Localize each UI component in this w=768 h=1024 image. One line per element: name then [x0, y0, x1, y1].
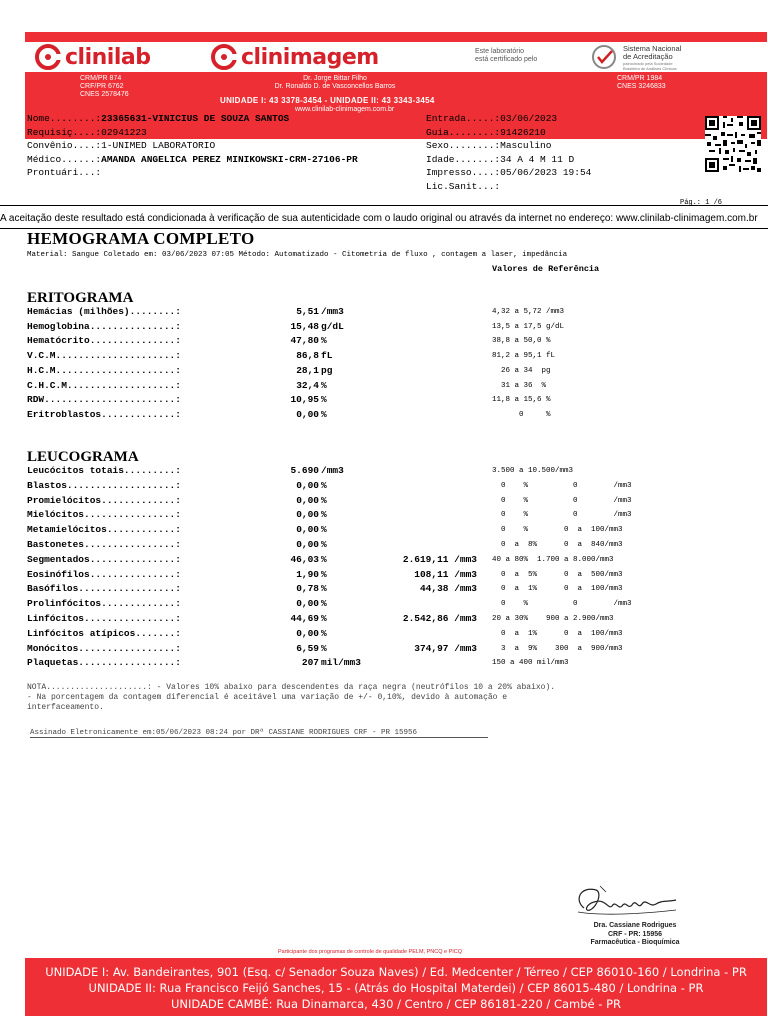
result-value: 0,00 [296, 524, 319, 536]
cert-text [475, 48, 537, 64]
result-reference: 0 % 0 /mm3 [492, 496, 632, 505]
result-reference: 4,32 a 5,72 /mm3 [492, 308, 565, 316]
result-row [27, 380, 727, 394]
eritograma-title: ERITOGRAMA [27, 290, 134, 306]
result-value: 47,80 [290, 335, 319, 347]
clinimagem-logo-icon [211, 44, 237, 70]
result-label: Metamielócitos............: [27, 524, 181, 536]
result-value: 1,90 [296, 568, 319, 580]
result-row [27, 554, 727, 568]
result-value: 6,59 [296, 642, 319, 654]
result-row [27, 643, 727, 657]
result-value: 28,1 [296, 364, 319, 376]
result-reference: 0 % [492, 410, 551, 419]
result-reference: 13,5 a 17,5 g/dL [492, 322, 565, 331]
leucograma-title: LEUCOGRAMA [27, 449, 139, 465]
accreditation-seal-icon [590, 44, 620, 70]
prontuario-label: Prontuári...: [27, 167, 102, 178]
result-label: Mielócitos................: [27, 509, 181, 521]
result-value: 5,51 [296, 306, 319, 317]
doctors-block [255, 75, 415, 91]
page-footer [25, 958, 767, 1016]
result-unit: mil/mm3 [321, 657, 361, 669]
doctor-1: Dr. Jorge Bittar Filho [303, 75, 367, 82]
result-row [27, 480, 727, 494]
signer-crf: CRF - PR: 15956 [607, 930, 663, 938]
result-reference: 26 a 34 pg [492, 366, 551, 375]
clinilab-brand: clinilab [65, 44, 151, 70]
result-reference: 0 a 1% 0 a 100/mm3 [492, 585, 623, 594]
result-value: 207 [301, 657, 319, 669]
result-label: Segmentados...............: [27, 553, 181, 565]
result-row [27, 306, 727, 320]
phones: UNIDADE I: 43 3378-3454 - UNIDADE II: 43 3343-3454 [220, 96, 435, 105]
result-row [27, 583, 727, 597]
right-registrations [617, 75, 666, 91]
footer-unit-1: UNIDADE I: Av. Bandeirantes, 901 (Esq. c/ Senador Souza Naves) / Ed. Medcenter / Térreo / CEP 86010-160 / Londrina - PR [45, 965, 747, 979]
result-row [27, 465, 727, 479]
result-value: 0,00 [296, 479, 319, 491]
result-unit: % [321, 479, 327, 491]
result-unit: % [321, 613, 327, 624]
exam-title: HEMOGRAMA COMPLETO [27, 229, 255, 248]
requis-label: Requisiç....: [27, 126, 102, 138]
clinilab-logo [35, 43, 150, 71]
handwritten-signature [572, 880, 682, 920]
result-label: Linfócitos................: [27, 613, 181, 624]
result-value: 15,48 [290, 320, 319, 332]
note-line-3: interfaceamento. [27, 703, 104, 712]
result-label: Plaquetas.................: [27, 657, 181, 669]
result-value: 0,00 [296, 494, 319, 506]
result-value: 0,00 [296, 598, 319, 610]
result-reference: 20 a 30% 900 a 2.900/mm3 [492, 615, 614, 623]
result-label: Blastos...................: [27, 479, 181, 491]
result-unit: g/dL [321, 320, 344, 332]
page-number: Pág.: 1 /6 [680, 199, 723, 207]
result-label: Hemácias (milhões)........: [27, 306, 181, 317]
accred-line-2: de Acreditação [623, 52, 673, 61]
result-unit: /mm3 [321, 465, 344, 476]
result-label: Basófilos.................: [27, 583, 181, 595]
result-row [27, 509, 727, 523]
result-row [27, 495, 727, 509]
result-reference: 0 % 0 /mm3 [492, 481, 632, 490]
result-row [27, 321, 727, 335]
result-absolute: 108,11 /mm3 [414, 568, 477, 580]
result-absolute: 44,38 /mm3 [419, 583, 477, 595]
result-value: 46,03 [290, 553, 319, 565]
electronic-signature-line: Assinado Eletronicamente em:05/06/2023 08:24 por DRª CASSIANE RODRIGUES CRF - PR 15956 [30, 729, 488, 738]
nome-label: Nome........: [27, 113, 102, 124]
result-value: 0,00 [296, 509, 319, 521]
result-unit: pg [321, 364, 333, 376]
sexo-label: Sexo........: [426, 140, 501, 151]
result-row [27, 613, 727, 627]
result-reference: 0 a 5% 0 a 500/mm3 [492, 570, 623, 579]
result-label: Monócitos.................: [27, 642, 181, 654]
patient-info-left [27, 112, 358, 180]
reference-header: Valores de Referência [492, 264, 600, 274]
entrada-label: Entrada.....: [426, 113, 501, 124]
footer-unit-cambe: UNIDADE CAMBÉ: Rua Dinamarca, 430 / Centro / CEP 86181-220 / Cambé - PR [171, 997, 621, 1011]
impresso-label: Impresso....: [426, 167, 501, 178]
result-absolute: 2.619,11 /mm3 [402, 553, 477, 565]
note-line-1: NOTA.....................: - Valores 10% abaixo para descendentes da raça negra (neutrófilos 10 a 20% abaixo). [27, 683, 556, 692]
result-row [27, 569, 727, 583]
result-label: H.C.M.....................: [27, 364, 181, 376]
physician: AMANDA ANGELICA PEREZ MINIKOWSKI-CRM-27106-PR [101, 153, 358, 165]
result-reference: 3 a 9% 300 a 900/mm3 [492, 644, 623, 653]
result-unit: % [321, 568, 327, 580]
result-row [27, 350, 727, 364]
qr-code [705, 116, 761, 172]
result-unit: % [321, 408, 327, 420]
result-unit: % [321, 524, 327, 536]
result-unit: fL [321, 350, 333, 362]
result-unit: /mm3 [321, 306, 344, 317]
result-label: Prolinfócitos.............: [27, 598, 181, 610]
cert-line-1: Este laboratório [475, 48, 525, 55]
accred-sub-1: patrocinado pela Sociedade [623, 61, 673, 66]
guide-number: 91426210 [500, 126, 546, 138]
idade-label: Idade.......: [426, 153, 501, 165]
result-absolute: 374,97 /mm3 [414, 642, 477, 654]
result-unit: % [321, 627, 327, 639]
requisition-number: 02941223 [101, 126, 147, 138]
result-unit: % [321, 642, 327, 654]
result-label: Promielócitos.............: [27, 494, 181, 506]
result-row [27, 524, 727, 538]
result-unit: % [321, 394, 327, 406]
result-reference: 11,8 a 15,6 % [492, 396, 551, 405]
left-reg-3: CNES 2578476 [80, 91, 129, 98]
left-reg-1: CRM/PR 874 [80, 75, 122, 82]
result-value: 10,95 [290, 394, 319, 406]
result-reference: 81,2 a 95,1 fL [492, 352, 556, 361]
result-reference: 40 a 80% 1.700 a 8.000/mm3 [492, 555, 614, 564]
result-reference: 0 a 1% 0 a 100/mm3 [492, 629, 623, 638]
accred-sub-2: Brasileira de Análises Clínicas [623, 66, 677, 71]
signer-name: Dra. Cassiane Rodrigues [593, 922, 677, 929]
left-reg-2: CRF/PR 6762 [80, 83, 124, 90]
result-value: 0,00 [296, 539, 319, 550]
result-value: 0,78 [296, 583, 319, 595]
note-line-2: - Na porcentagem da contagem diferencial é aceitável uma variação de +/- 0,10%, devido à automação e [27, 693, 508, 702]
result-absolute: 2.542,86 /mm3 [402, 613, 477, 624]
printed-date: 05/06/2023 19:54 [500, 167, 592, 178]
result-reference: 0 % 0 a 100/mm3 [492, 526, 623, 535]
result-reference: 0 % 0 /mm3 [492, 600, 632, 609]
result-unit: % [321, 553, 327, 565]
insurance: 1-UNIMED LABORATORIO [101, 140, 216, 151]
right-reg-2: CNES 3246833 [617, 83, 666, 90]
left-registrations [80, 75, 129, 99]
result-value: 44,69 [290, 613, 319, 624]
result-row [27, 365, 727, 379]
result-label: Bastonetes................: [27, 539, 181, 550]
exam-material: Material: Sangue Coletado em: 03/06/2023 07:05 Método: Automatizado - Citometria de fluxo , contagem a laser, impedância [27, 251, 568, 259]
right-reg-1: CRM/PR 1984 [617, 75, 663, 82]
result-row [27, 657, 727, 671]
result-unit: % [321, 583, 327, 595]
accred-line-1: Sistema Nacional [623, 44, 682, 53]
result-label: Eritroblastos.............: [27, 408, 181, 420]
result-value: 0,00 [296, 627, 319, 639]
result-label: V.C.M.....................: [27, 350, 181, 362]
result-unit: % [321, 539, 327, 550]
guia-label: Guia........: [426, 126, 501, 138]
patient-name: 23365631-VINICIUS DE SOUZA SANTOS [101, 113, 290, 124]
cert-line-2: está certificado pelo [475, 56, 538, 63]
result-value: 86,8 [296, 350, 319, 362]
signature-block [580, 922, 690, 948]
signer-role: Farmacêutica - Bioquímica [590, 939, 680, 946]
entry-date: 03/06/2023 [500, 113, 558, 124]
header-top-strip [25, 32, 767, 42]
clinilab-logo-icon [35, 44, 61, 70]
result-label: Hemoglobina...............: [27, 320, 181, 332]
accreditation-text [623, 45, 681, 71]
result-unit: % [321, 509, 327, 521]
result-label: Leucócitos totais.........: [27, 465, 181, 476]
result-value: 0,00 [296, 408, 319, 420]
result-value: 32,4 [296, 379, 319, 391]
clinimagem-brand: clinimagem [241, 44, 379, 70]
disclaimer: A aceitação deste resultado está condicionada à verificação de sua autenticidade com o laudo original ou através da internet no endereço: www.clinilab-clinimagem.com.br [0, 213, 758, 224]
result-label: Eosinófilos...............: [27, 568, 181, 580]
result-reference: 38,8 a 50,0 % [492, 337, 551, 346]
result-row [27, 409, 727, 423]
quality-program-note: Participante dos programas de controle de qualidade PELM, PNCQ e PICQ [278, 949, 463, 955]
result-reference: 0 % 0 /mm3 [492, 511, 632, 520]
result-unit: % [321, 494, 327, 506]
divider-top [0, 205, 768, 206]
patient-info-right [426, 112, 591, 193]
result-row [27, 394, 727, 408]
result-label: RDW.......................: [27, 394, 181, 406]
result-row [27, 628, 727, 642]
result-row [27, 335, 727, 349]
result-reference: 31 a 36 % [492, 381, 547, 390]
page-header [25, 32, 767, 113]
notes-block [27, 683, 555, 713]
clinimagem-logo [211, 43, 379, 71]
result-row [27, 598, 727, 612]
footer-unit-2: UNIDADE II: Rua Francisco Feijó Sanches, 15 - (Atrás do Hospital Materdei) / CEP 86015-480 / Londrina - PR [88, 981, 704, 995]
result-row [27, 539, 727, 553]
doctor-2: Dr. Ronaldo D. de Vasconcellos Barros [274, 83, 396, 90]
result-label: C.H.C.M...................: [27, 379, 181, 391]
result-label: Hematócrito...............: [27, 335, 181, 347]
age: 34 A 4 M 11 D [500, 153, 575, 165]
result-unit: % [321, 598, 327, 610]
convenio-label: Convênio....: [27, 140, 102, 151]
sex: Masculino [500, 140, 552, 151]
medico-label: Médico......: [27, 153, 102, 165]
result-reference: 3.500 a 10.500/mm3 [492, 467, 574, 475]
result-reference: 150 a 400 mil/mm3 [492, 659, 569, 668]
result-value: 5.690 [290, 465, 319, 476]
result-reference: 0 a 8% 0 a 840/mm3 [492, 541, 623, 549]
result-unit: % [321, 379, 327, 391]
licsanit-label: Lic.Sanit...: [426, 180, 501, 192]
result-unit: % [321, 335, 327, 347]
website: www.clinilab-clinimagem.com.br [295, 106, 395, 113]
result-label: Linfócitos atípicos.......: [27, 627, 181, 639]
